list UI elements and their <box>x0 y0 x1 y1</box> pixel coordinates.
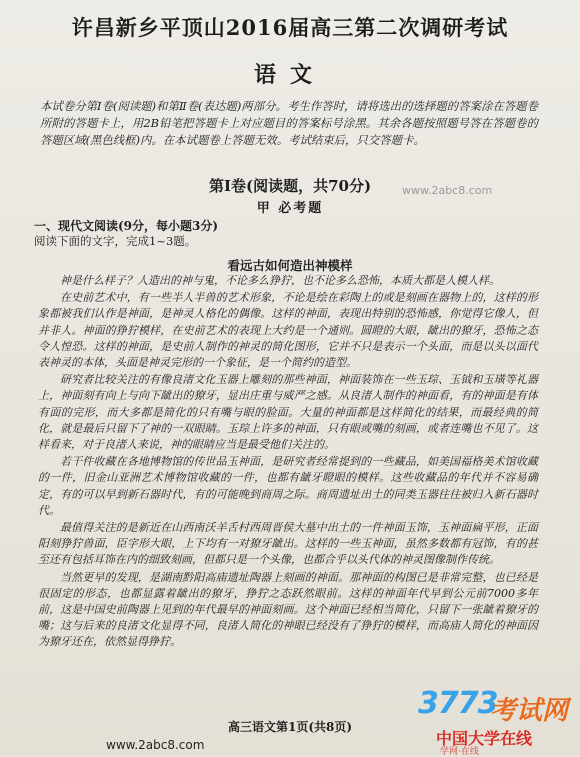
section-title: 第Ⅰ卷(阅读题，共70分) <box>208 177 372 195</box>
subject-title: 语文 <box>253 62 326 88</box>
logo-subtitle: 中国大学在线 <box>436 729 533 748</box>
article-paragraph: 神是什么样子？人造出的神与鬼，不论多么狰狞，也不论多么恐怖，本质大都是人模人样。 <box>60 274 500 287</box>
logo-subtitle-small: 学网·在线 <box>440 747 479 757</box>
watermark-bottom: www.2abc8.com <box>106 738 205 752</box>
logo-number: 3773 <box>418 686 498 721</box>
article-paragraph: 若干件收藏在各地博物馆的传世品玉神面，是研究者经常提到的一些藏品，如美国福格美术馆收藏的一件，旧金山亚洲艺术博物馆收藏的一件，也都有龇牙瞪眼的模样。这些收藏品的年代并不容易确定，有的可以早到新石器时代，有的可能晚到商周之际。商周遗址出土的同类玉器往往被归入新石器时代。 <box>38 455 538 517</box>
watermark-top: www.2abc8.com <box>402 184 493 197</box>
exam-title: 许昌新乡平顶山2016届高三第二次调研考试 <box>71 15 509 40</box>
article-body <box>38 273 538 652</box>
question-heading: 一、现代文阅读(9分，每小题3分) <box>34 219 219 233</box>
question-intro: 阅读下面的文字，完成1~3题。 <box>34 234 197 248</box>
sub-section-title: 甲 必考题 <box>256 201 324 216</box>
article-paragraph: 研究者比较关注的有像良渚文化玉器上雕刻的那些神面，神面装饰在一些玉琮、玉钺和玉璜等礼器上，神面刻有向上与向下龇出的獠牙，显出庄重与威严之感。从良渚人制作的神面看，有的神面是有体有面的完形，而大多都是简化的只有嘴与眼的脸面。大量的神面都是这样简化的结果，而最经典的简化，就是最后只留下了神的一双眼睛。玉琮上许多的神面，只有眼或嘴的刻画，或者连嘴也不见了。这样看来，对于良渚人来说，神的眼睛应当是最受他们关注的。 <box>38 373 538 452</box>
exam-notice: 本试卷分第Ⅰ卷(阅读题)和第Ⅱ卷(表达题)两部分。考生作答时，请将选出的选择题的答案涂在答题卷所附的答题卡上，用2B铅笔把答题卡上对应题目的答案标号涂黑。其余各题按照题号答在答题卷的答题区域(黑色线框)内。在本试题卷上答题无效。考试结束后，只交答题卡。 <box>40 99 538 147</box>
logo-brand: 考试网 <box>490 696 569 726</box>
page-footer: 高三语文第1页(共8页) <box>227 720 353 734</box>
article-paragraph: 最值得关注的是新近在山西南沃羊舌村西周晋侯大墓中出土的一件神面玉饰，玉神面扁平形，正面阳刻狰狞兽面，臣字形大眼，上下均有一对獠牙龇出。这样的一些玉神面，虽然多数都有冠饰，有的甚至还有包括耳饰在内的细致刻画，但都只是一个头像，也都合乎以头代体的神灵图像制作传统。 <box>38 521 538 567</box>
site-logo <box>418 686 580 755</box>
article-paragraph: 在史前艺术中，有一些半人半兽的艺术形象，不论是绘在彩陶上的或是刻画在器物上的，这样的形象都被我们认作是神面，是神灵人格化的偶像。这样的神面，表现出特别的恐怖感，你觉得它像人，但并非人。神面的狰狞模样，在史前艺术的表现上大约是一个通则。圆瞪的大眼，龇出的獠牙，恐怖之态令人惶恐。这样的神面，是史前人制作的神灵的简化图形，它并不只是表示一个头面，而是以头以面代表神灵的本体，头面是神灵完形的一个象征，是一个简约的造型。 <box>38 291 538 370</box>
article-paragraph: 当然更早的发现，是湖南黔阳高庙遗址陶器上刻画的神面。那神面的构图已是非常完整，也已经是很固定的形态，也都显露着龇出的獠牙，狰狞之态跃然眼前。这样的神面年代早到公元前7000多年前，这是中国史前陶器上见到的年代最早的神面刻画。这个神面已经相当简化，只留下一张龇着獠牙的嘴；这与后来的良渚文化显得不同，良渚人简化的神眼已经没有了狰狞的模样，而高庙人简化的神面因为獠牙还在，依然显得狰狞。 <box>38 570 538 649</box>
article-title: 看远古如何造出神模样 <box>227 258 353 273</box>
